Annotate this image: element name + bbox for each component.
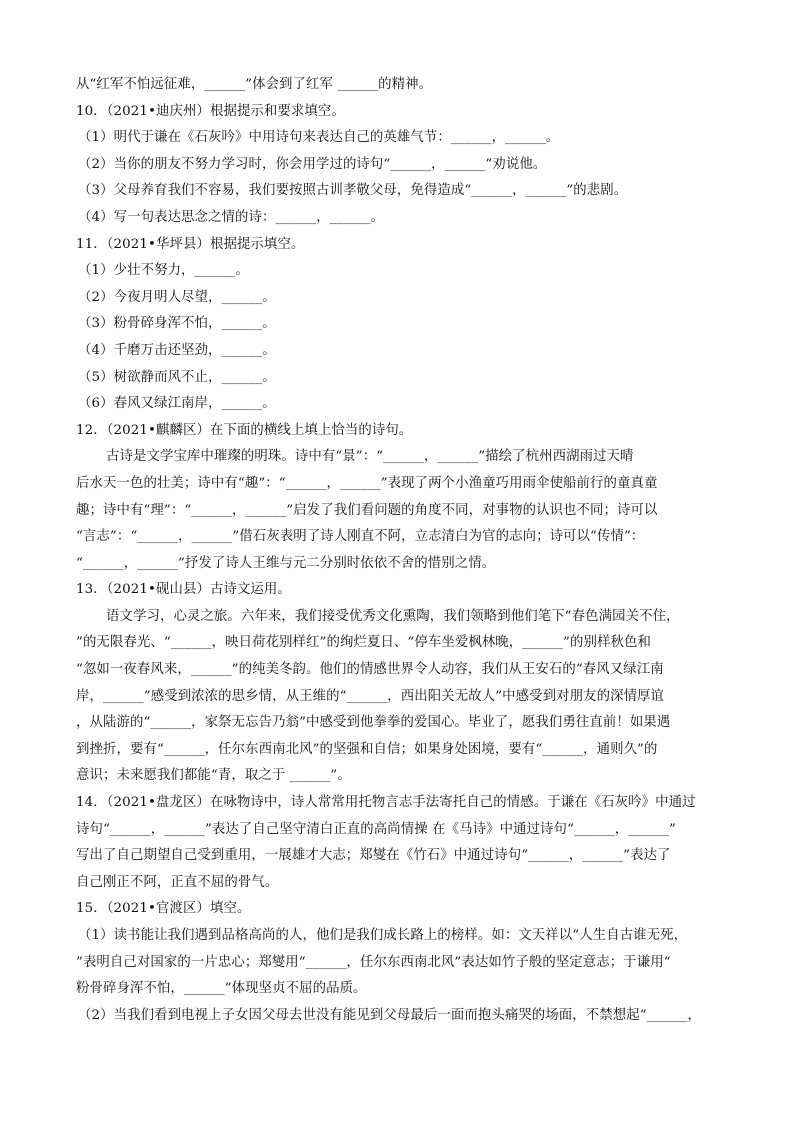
text-line: 自己刚正不阿，正直不屈的骨气。	[76, 874, 279, 890]
text-line: ”的无限春光、“______，映日荷花别样红”的绚烂夏日、“停车坐爱枫林晚，______”的别样秋色和	[76, 635, 651, 651]
text-line: （3）粉骨碎身浑不怕，______。	[78, 316, 276, 332]
text-line: 后水天一色的壮美；诗中有“趣”：“______，______”表现了两个小渔童巧用雨伞使船前行的童真童	[76, 475, 658, 491]
document-body	[76, 72, 726, 1029]
text-line: 写出了自己期望自己受到重用，一展雄才大志；郑燮在《竹石》中通过诗句“______，______”表达了	[76, 848, 671, 864]
text-line: （3）父母养育我们不容易，我们要按照古训孝敬父母，免得造成“______，______”的悲剧。	[78, 183, 628, 199]
text-line: “忽如一夜春风来，______”的纯美冬韵。他们的情感世界令人动容，我们从王安石的“春风又绿江南	[76, 662, 664, 678]
text-line: （4）千磨万击还坚劲，______。	[78, 342, 276, 358]
text-line: 到挫折，要有“______，任尔东西南北风”的坚强和自信；如果身处困境，要有“______，通则久”的	[76, 741, 658, 757]
text-line: 从“红军不怕远征难，______”体会到了红军 ______的精神。	[76, 77, 433, 92]
text-line: （5）树欲静而风不止，______。	[78, 369, 276, 385]
text-line: （2）今夜月明人尽望，______。	[78, 289, 276, 305]
text-line: 诗句“______，______”表达了自己坚守清白正直的高尚情操 在《马诗》中通过诗句“______，______”	[76, 821, 676, 837]
text-line: “______，______”抒发了诗人王维与元二分别时依依不舍的惜别之情。	[76, 555, 496, 571]
text-line: （1）少壮不努力，______。	[78, 263, 249, 279]
text-line: 古诗是文学宝库中璀璨的明珠。诗中有“景”：“______，______”描绘了杭州西湖雨过天晴	[106, 449, 634, 465]
text-line: 13．（2021•砚山县）古诗文运用。	[76, 582, 291, 598]
text-line: （2）当你的朋友不努力学习时，你会用学过的诗句“______，______”劝说他。	[78, 156, 547, 172]
text-line: 粉骨碎身浑不怕，______”体现坚贞不屈的品质。	[76, 981, 367, 997]
text-line: （1）明代于谦在《石灰吟》中用诗句来表达自己的英雄气节：______，______。	[78, 130, 560, 146]
text-line: 岸，______”感受到浓浓的思乡情，从王维的“______，西出阳关无故人”中感受到对朋友的深情厚谊	[76, 688, 665, 704]
text-line: 12．（2021•麒麟区）在下面的横线上填上恰当的诗句。	[76, 422, 413, 438]
text-line: ”表明自己对国家的一片忠心；郑燮用“______，任尔东西南北风”表达如竹子般的坚定意志；于谦用“	[76, 954, 671, 970]
text-line: 11．（2021•华坪县）根据提示填空。	[76, 236, 305, 252]
text-line: （2）当我们看到电视上子女因父母去世没有能见到父母最后一面而抱头痛哭的场面，不禁想起“______，	[78, 1007, 701, 1023]
text-line: 10．（2021•迪庆州）根据提示和要求填空。	[76, 103, 345, 119]
text-line: 14．（2021•盘龙区）在咏物诗中，诗人常常用托物言志手法寄托自己的情感。于谦在《石灰吟》中通过	[76, 795, 696, 811]
text-line: （1）读书能让我们遇到品格高尚的人，他们是我们成长路上的榜样。如：文天祥以“人生自古谁无死，	[78, 928, 688, 943]
text-line: 趣；诗中有“理”：“______，______”启发了我们看问题的角度不同，对事物的认识也不同；诗可以	[76, 502, 658, 518]
text-line: 语文学习，心灵之旅。六年来，我们接受优秀文化熏陶，我们领略到他们笔下“春色满园关不住，	[106, 608, 680, 624]
text-line: 意识；未来愿我们都能“青，取之于 ______”。	[76, 768, 351, 784]
text-line: （4）写一句表达思念之情的诗：______，______。	[78, 209, 385, 225]
text-line: ，从陆游的“______，家祭无忘告乃翁”中感受到他拳拳的爱国心。毕业了，愿我们勇往直前！如果遇	[76, 715, 671, 731]
text-line: （6）春风又绿江南岸，______。	[78, 396, 276, 412]
text-line: “言志”：“______，______”借石灰表明了诗人刚直不阿，立志清白为官的志向；诗可以“传情”：	[76, 529, 645, 545]
text-line: 15．（2021•官渡区）填空。	[76, 901, 251, 917]
